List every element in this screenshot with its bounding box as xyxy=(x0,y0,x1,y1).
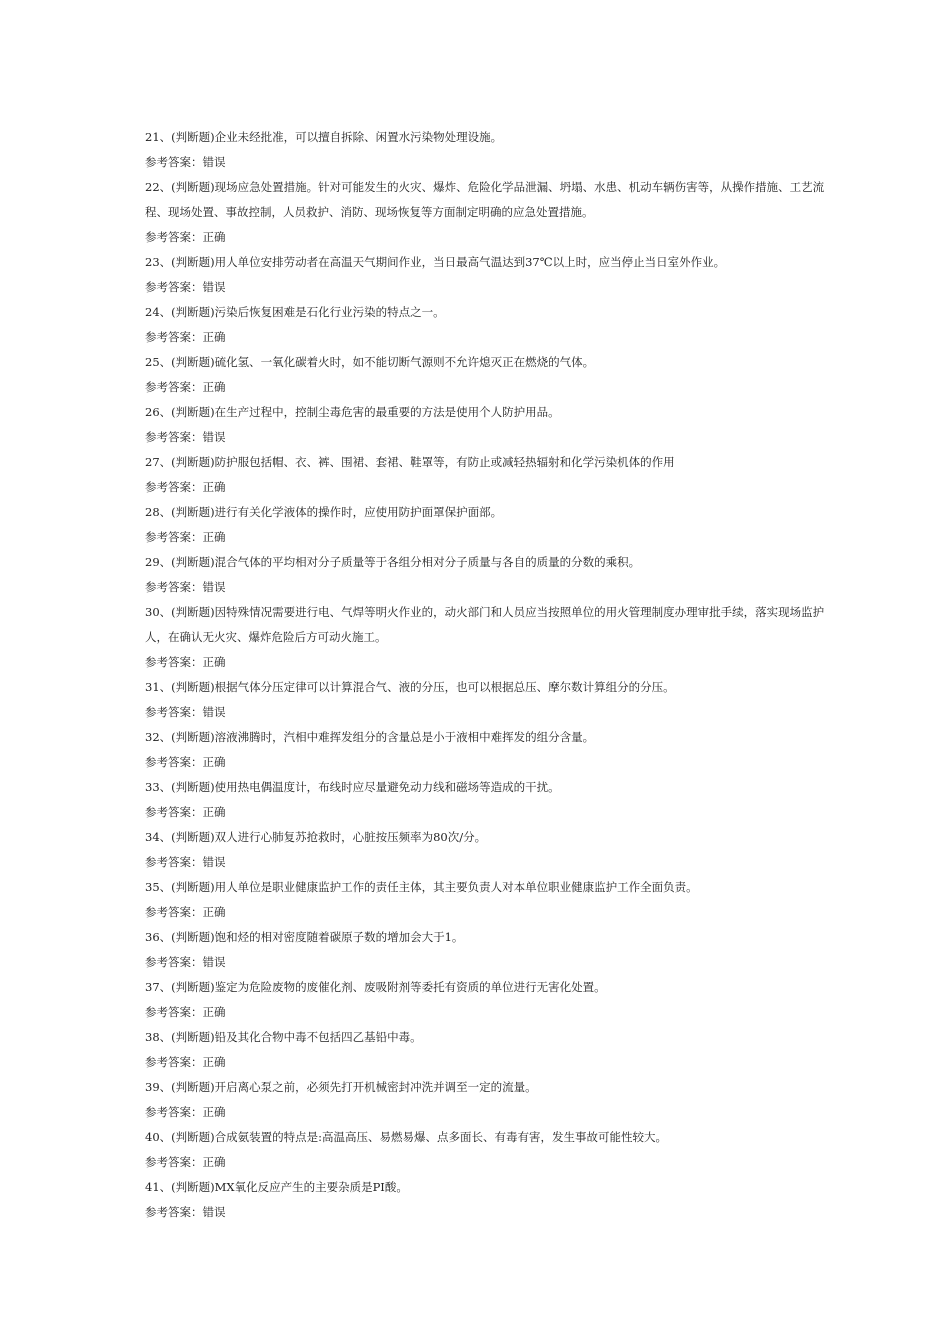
answer-text: 参考答案：错误 xyxy=(145,430,226,444)
question-text: 21、(判断题)企业未经批准，可以擅自拆除、闲置水污染物处理设施。 xyxy=(145,130,503,144)
question-text: 40、(判断题)合成氨装置的特点是:高温高压、易燃易爆、点多面长、有毒有害，发生事故可能性较大。 xyxy=(145,1130,667,1144)
question-item xyxy=(145,1025,825,1075)
answer-text: 参考答案：正确 xyxy=(145,905,226,919)
question-text: 37、(判断题)鉴定为危险废物的废催化剂、废吸附剂等委托有资质的单位进行无害化处置。 xyxy=(145,980,606,994)
question-text: 33、(判断题)使用热电偶温度计，布线时应尽量避免动力线和磁场等造成的干扰。 xyxy=(145,780,560,794)
question-item xyxy=(145,400,825,450)
question-item xyxy=(145,350,825,400)
answer-text: 参考答案：错误 xyxy=(145,1205,226,1219)
question-item xyxy=(145,500,825,550)
question-item xyxy=(145,450,825,500)
question-text: 41、(判断题)MX氧化反应产生的主要杂质是PI酸。 xyxy=(145,1180,408,1194)
question-item xyxy=(145,175,825,250)
question-item xyxy=(145,775,825,825)
answer-text: 参考答案：错误 xyxy=(145,705,226,719)
answer-text: 参考答案：正确 xyxy=(145,655,226,669)
question-text: 22、(判断题)现场应急处置措施。针对可能发生的火灾、爆炸、危险化学品泄漏、坍塌、水患、机动车辆伤害等，从操作措施、工艺流程、现场处置、事故控制，人员救护、消防、现场恢复等方面制定明确的应急处置措施。 xyxy=(145,180,825,219)
question-text: 32、(判断题)溶液沸腾时，汽相中难挥发组分的含量总是小于液相中难挥发的组分含量。 xyxy=(145,730,595,744)
question-item xyxy=(145,600,825,675)
question-item xyxy=(145,925,825,975)
answer-text: 参考答案：正确 xyxy=(145,380,226,394)
question-text: 31、(判断题)根据气体分压定律可以计算混合气、液的分压，也可以根据总压、摩尔数计算组分的分压。 xyxy=(145,680,675,694)
question-item xyxy=(145,725,825,775)
question-text: 26、(判断题)在生产过程中，控制尘毒危害的最重要的方法是使用个人防护用品。 xyxy=(145,405,560,419)
question-text: 23、(判断题)用人单位安排劳动者在高温天气期间作业，当日最高气温达到37℃以上时，应当停止当日室外作业。 xyxy=(145,255,726,269)
answer-text: 参考答案：正确 xyxy=(145,755,226,769)
answer-text: 参考答案：正确 xyxy=(145,230,226,244)
question-text: 28、(判断题)进行有关化学液体的操作时，应使用防护面罩保护面部。 xyxy=(145,505,503,519)
question-item xyxy=(145,1125,825,1175)
question-text: 38、(判断题)铅及其化合物中毒不包括四乙基铅中毒。 xyxy=(145,1030,422,1044)
question-text: 30、(判断题)因特殊情况需要进行电、气焊等明火作业的，动火部门和人员应当按照单位的用火管理制度办理审批手续，落实现场监护人，在确认无火灾、爆炸危险后方可动火施工。 xyxy=(145,605,825,644)
question-text: 25、(判断题)硫化氢、一氧化碳着火时，如不能切断气源则不允许熄灭正在燃烧的气体。 xyxy=(145,355,595,369)
question-item xyxy=(145,825,825,875)
answer-text: 参考答案：错误 xyxy=(145,855,226,869)
question-item xyxy=(145,125,825,175)
question-item xyxy=(145,875,825,925)
question-item xyxy=(145,1175,825,1225)
answer-text: 参考答案：错误 xyxy=(145,580,226,594)
question-text: 24、(判断题)污染后恢复困难是石化行业污染的特点之一。 xyxy=(145,305,445,319)
question-item xyxy=(145,300,825,350)
question-text: 36、(判断题)饱和烃的相对密度随着碳原子数的增加会大于1。 xyxy=(145,930,464,944)
question-item xyxy=(145,250,825,300)
question-item xyxy=(145,550,825,600)
question-text: 39、(判断题)开启离心泵之前，必须先打开机械密封冲洗并调至一定的流量。 xyxy=(145,1080,537,1094)
answer-text: 参考答案：正确 xyxy=(145,805,226,819)
question-list xyxy=(145,125,825,1225)
answer-text: 参考答案：错误 xyxy=(145,955,226,969)
answer-text: 参考答案：正确 xyxy=(145,1155,226,1169)
answer-text: 参考答案：正确 xyxy=(145,1005,226,1019)
question-text: 35、(判断题)用人单位是职业健康监护工作的责任主体，其主要负责人对本单位职业健康监护工作全面负责。 xyxy=(145,880,698,894)
answer-text: 参考答案：正确 xyxy=(145,1055,226,1069)
question-item xyxy=(145,1075,825,1125)
answer-text: 参考答案：错误 xyxy=(145,155,226,169)
question-text: 34、(判断题)双人进行心肺复苏抢救时，心脏按压频率为80次/分。 xyxy=(145,830,487,844)
answer-text: 参考答案：正确 xyxy=(145,1105,226,1119)
answer-text: 参考答案：正确 xyxy=(145,480,226,494)
answer-text: 参考答案：正确 xyxy=(145,530,226,544)
answer-text: 参考答案：正确 xyxy=(145,330,226,344)
question-item xyxy=(145,675,825,725)
answer-text: 参考答案：错误 xyxy=(145,280,226,294)
question-item xyxy=(145,975,825,1025)
question-text: 27、(判断题)防护服包括帽、衣、裤、围裙、套裙、鞋罩等，有防止或减轻热辐射和化学污染机体的作用 xyxy=(145,455,675,469)
question-text: 29、(判断题)混合气体的平均相对分子质量等于各组分相对分子质量与各自的质量的分数的乘积。 xyxy=(145,555,641,569)
